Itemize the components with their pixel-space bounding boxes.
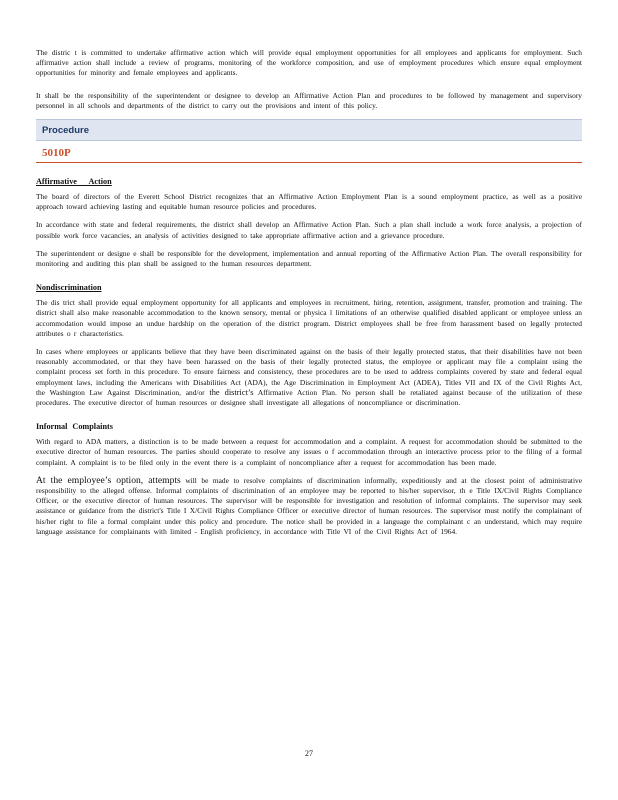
informal-paragraph-1: With regard to ADA matters, a distinction is to be made between a request for accommodation and a complaint. A request for accommodation should be submitted to the executive director of human resources. The parties should cooperate to resolve any issues o f accommodation through an interactive process prior to the filing of a formal complaint. A complaint is to be filed only in the event there is a complaint of noncompliance after a request for accommodation has been made.	[36, 437, 582, 467]
affirmative-paragraph-1: The board of directors of the Everett School District recognizes that an Affirmative Action Employment Plan is a sound employment practice, as well as a positive approach toward achieving lasting and equitable human resource policies and procedures.	[36, 192, 582, 212]
affirmative-paragraph-3: The superintendent or designe e shall be responsible for the development, implementation and annual reporting of the Affirmative Action Plan. The overall responsibility for monitoring and auditing this plan shall be assigned to the human resources department.	[36, 248, 582, 269]
procedure-code: 5010P	[36, 147, 582, 163]
informal-p2-body: will be made to resolve complaints of discrimination informally, expeditiously and at the closest point of administrative responsibility to the alleged offense. Informal complaints of discrimination of an employee may be reported to his/her supervisor, th e Title IX/Civil Rights Compliance Officer, or the executive director of human resources. The supervisor will be responsible for investigation and resolution of informal complaints. The supervisor may seek assistance or guidance from the district's Title I X/Civil Rights Compliance Officer or executive director of human resources. The supervisor must notify the complainant of his/her right to file a formal complaint under this policy and procedure. The notice shall be provided in a language the complainant c an understand, which may require language assistance for complainants with limited - English proficiency, in accordance with Title VI of the Civil Rights Act of 1964.	[36, 475, 582, 536]
nondiscrimination-p2-lead: the district’s	[209, 387, 254, 397]
nondiscrimination-p2-tail: Affirmative Action Plan. No person shall be retaliated against because of the utilization of these procedures. The executive director of human resources or designee shall investigate all allegations of noncompliance or discrimination.	[36, 387, 582, 408]
informal-complaints-heading: Informal Complaints	[36, 422, 113, 432]
nondiscrimination-p2-body: In cases where employees or applicants believe that they have been discriminated against on the basis of their legally protected status, that their disabilities have not been reasonably accommodated, or that they have been harassed on the basis of their legally protected status, the employee or applicant may file a complaint using the complaint process set forth in this procedure. To ensure fairness and consistency, these procedures are to be used to address complaints covered by state and federal equal employment laws, including the Americans with Disabilities Act (ADA), the Age Discrimination in Employment Act (ADEA), Titles VII and IX of the Civil Rights Act, the Washington Law Against Discrimination, and/or	[36, 347, 582, 397]
affirmative-action-heading: Affirmative Action	[36, 177, 112, 187]
nondiscrimination-paragraph-2	[36, 347, 582, 408]
document-page	[36, 48, 582, 545]
nondiscrimination-heading: Nondiscrimination	[36, 283, 102, 293]
informal-paragraph-2	[36, 476, 582, 537]
nondiscrimination-paragraph-1: The dis trict shall provide equal employment opportunity for all applicants and employees in recruitment, hiring, retention, assignment, transfer, promotion and training. The district shall also make reasonable accommodation to the known sensory, mental or physica l limitations of an otherwise qualified disabled applicant or employee unless an accommodation would impose an undue hardship on the operation of the district program. District employees shall be free from harassment based on legally protected attributes o r characteristics.	[36, 298, 582, 338]
affirmative-paragraph-2: In accordance with state and federal requirements, the district shall develop an Affirmative Action Plan. Such a plan shall include a work force analysis, a projection of possible work force vacancies, an analysis of activities designed to take appropriate affirmative action and a grievance procedure.	[36, 220, 582, 240]
intro-paragraph-1: The distric t is committed to undertake affirmative action which will provide equal employment opportunities for all employees and applicants for employment. Such affirmative action shall include a review of programs, monitoring of the workforce composition, and use of employment procedures which ensure equal employment opportunities for minority and female employees and applicants.	[36, 48, 582, 78]
procedure-label: Procedure	[42, 124, 89, 136]
page-number: 27	[305, 749, 313, 758]
intro-paragraph-2: It shall be the responsibility of the superintendent or designee to develop an Affirmative Action Plan and procedures to be followed by management and supervisory personnel in all schools and departments of the district to carry out the provisions and intent of this policy.	[36, 90, 582, 110]
procedure-banner	[36, 119, 582, 141]
informal-p2-lead: At the employee’s option, attempts	[36, 474, 181, 486]
